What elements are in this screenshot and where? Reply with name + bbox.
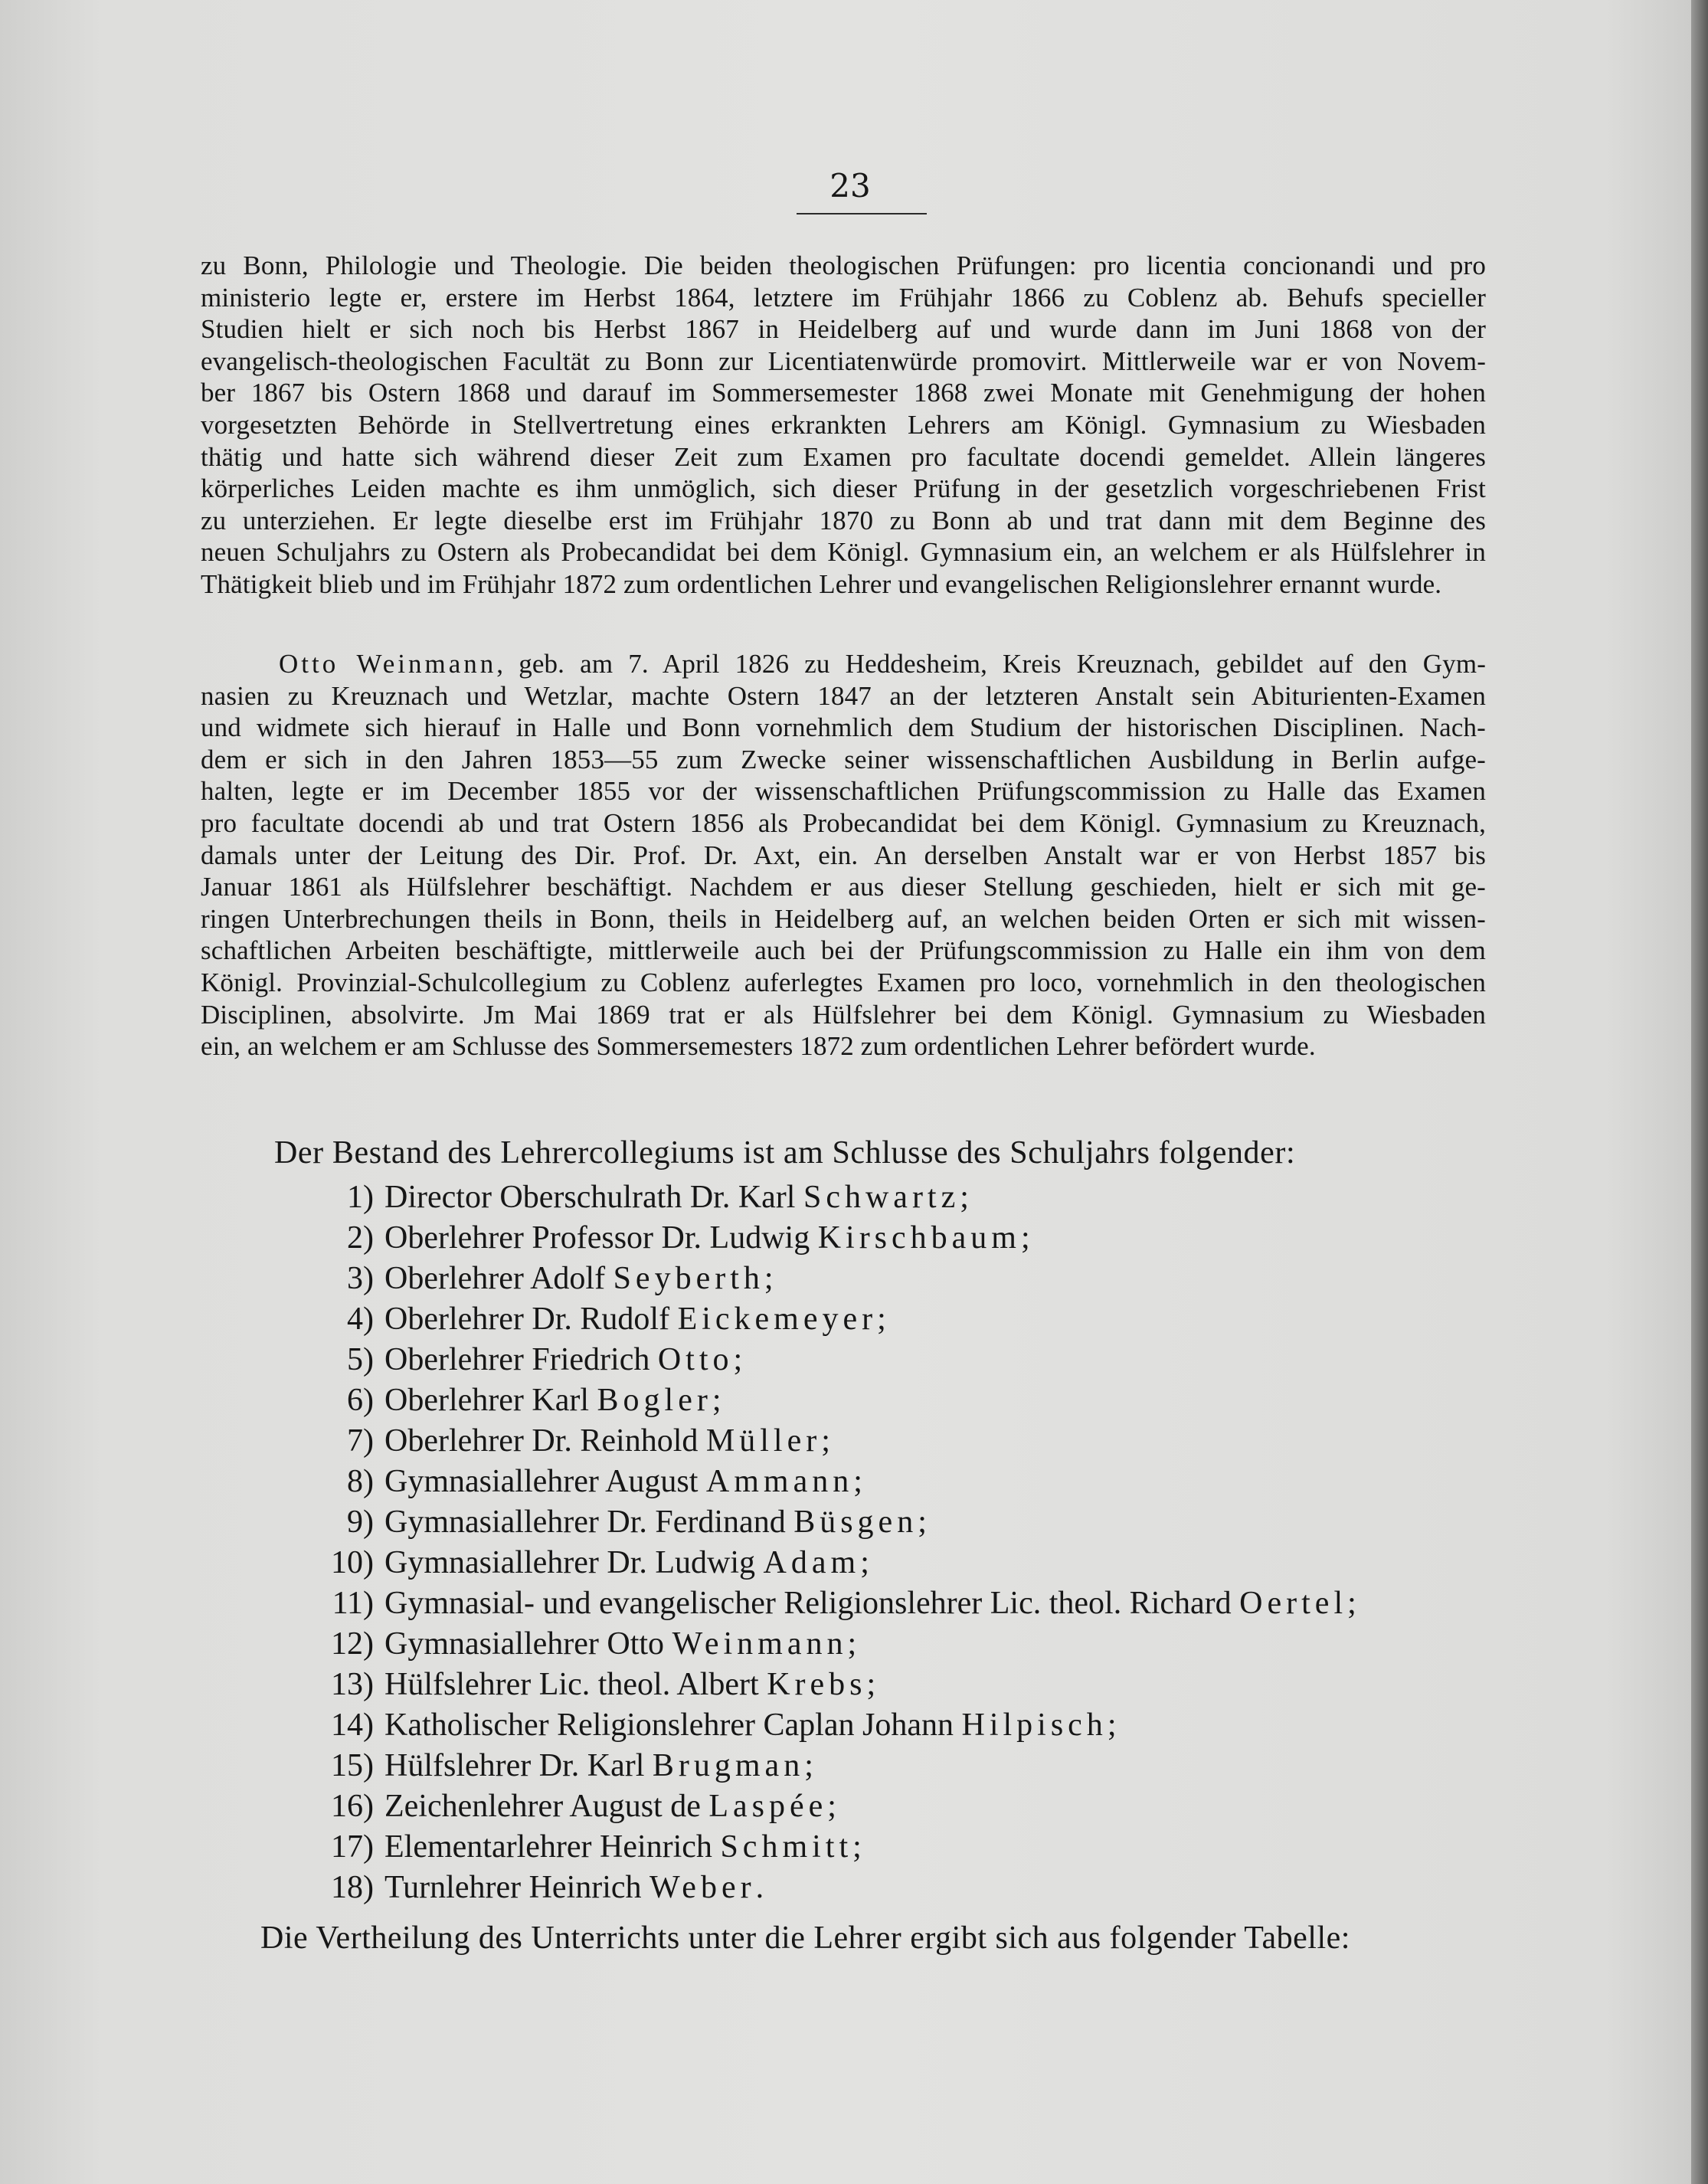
list-item-number: 6) xyxy=(347,1383,374,1418)
list-item-number: 9) xyxy=(347,1505,374,1540)
list-item-punctuation: ; xyxy=(866,1667,876,1702)
list-item-punctuation: ; xyxy=(764,1261,774,1296)
staff-list-item xyxy=(314,1746,1356,1786)
list-item-punctuation: ; xyxy=(804,1748,813,1783)
staff-surname: Hilpisch xyxy=(961,1708,1108,1743)
page-number-rule xyxy=(797,213,927,214)
list-item-punctuation: ; xyxy=(877,1302,886,1337)
paragraph-line: Königl. Provinzial-Schulcollegium zu Coblenz auferlegtes Examen pro loco, vornehmlich in den theologischen xyxy=(201,967,1486,997)
paragraph-line: ber 1867 bis Ostern 1868 und darauf im Sommersemester 1868 zwei Monate mit Genehmigung der hohen xyxy=(201,378,1486,408)
list-item-number: 15) xyxy=(331,1748,374,1783)
list-item-number: 17) xyxy=(331,1829,374,1865)
paragraph-line: damals unter der Leitung des Dir. Prof. Dr. Axt, ein. An derselben Anstalt war er von Herbst 1857 bis xyxy=(201,840,1486,870)
staff-title: Turnlehrer Heinrich xyxy=(384,1870,650,1905)
paragraph-line: ein, an welchem er am Schlusse des Sommersemesters 1872 zum ordentlichen Lehrer befördert wurde. xyxy=(201,1031,1316,1062)
list-item-punctuation: ; xyxy=(733,1342,743,1377)
paragraph-first-line-text: , geb. am 7. April 1826 zu Heddesheim, Kreis Kreuznach, gebildet auf den Gym- xyxy=(496,649,1486,679)
staff-list-item xyxy=(314,1502,1356,1543)
paragraph-line: thätig und hatte sich während dieser Zeit zum Examen pro facultate docendi gemeldet. Allein längeres xyxy=(201,441,1486,472)
staff-title: Oberlehrer Dr. Reinhold xyxy=(384,1423,706,1459)
staff-title: Hülfslehrer Lic. theol. Albert xyxy=(384,1667,767,1702)
staff-list-heading: Der Bestand des Lehrercollegiums ist am Schlusse des Schuljahrs folgender: xyxy=(274,1135,1296,1171)
page-number: 23 xyxy=(829,167,871,205)
list-item-number: 18) xyxy=(331,1870,374,1905)
staff-title: Gymnasial- und evangelischer Religionslehrer Lic. theol. Richard xyxy=(384,1586,1240,1621)
list-item-number: 3) xyxy=(347,1261,374,1296)
biography-paragraph-1 xyxy=(201,250,1486,601)
staff-surname: Schwartz xyxy=(803,1180,960,1215)
staff-title: Gymnasiallehrer Dr. Ferdinand xyxy=(384,1505,794,1540)
staff-surname: Weber xyxy=(649,1870,756,1905)
staff-title: Gymnasiallehrer Otto xyxy=(384,1626,672,1662)
list-item-number: 11) xyxy=(332,1586,374,1621)
staff-surname: Schmitt xyxy=(720,1829,853,1865)
list-item-punctuation: ; xyxy=(821,1423,830,1459)
paragraph-first-line xyxy=(201,648,1486,680)
staff-surname: Otto xyxy=(657,1342,734,1377)
list-item-punctuation: ; xyxy=(827,1789,836,1824)
paragraph-line: evangelisch-theologischen Facultät zu Bonn zur Licentiatenwürde promovirt. Mittlerweile war er von Novem- xyxy=(201,345,1486,376)
list-item-number: 10) xyxy=(331,1545,374,1580)
list-item-punctuation: ; xyxy=(1020,1220,1030,1256)
staff-list-item xyxy=(314,1380,1356,1421)
staff-title: Gymnasiallehrer Dr. Ludwig xyxy=(384,1545,764,1580)
staff-surname: Seyberth xyxy=(613,1261,764,1296)
list-item-punctuation: ; xyxy=(860,1545,869,1580)
person-name-spaced: Otto Weinmann xyxy=(279,649,497,679)
staff-list-item xyxy=(314,1786,1356,1827)
staff-title: Zeichenlehrer August de xyxy=(384,1789,709,1824)
staff-list-item xyxy=(314,1421,1356,1462)
staff-list-item xyxy=(314,1259,1356,1299)
staff-surname: Krebs xyxy=(767,1667,867,1702)
paragraph-line: zu Bonn, Philologie und Theologie. Die beiden theologischen Prüfungen: pro licentia concionandi und pro xyxy=(201,250,1486,280)
paragraph-line: zu unterziehen. Er legte dieselbe erst im Frühjahr 1870 zu Bonn ab und trat dann mit dem Beginne des xyxy=(201,505,1486,535)
paragraph-line: neuen Schuljahrs zu Ostern als Probecandidat bei dem Königl. Gymnasium ein, an welchem er als Hülfslehrer in xyxy=(201,537,1486,568)
list-item-number: 2) xyxy=(347,1220,374,1256)
list-item-punctuation: ; xyxy=(918,1505,927,1540)
staff-surname: Bogler xyxy=(597,1383,712,1418)
staff-list-item xyxy=(314,1868,1356,1908)
staff-title: Hülfslehrer Dr. Karl xyxy=(384,1748,653,1783)
list-item-number: 4) xyxy=(347,1302,374,1337)
list-item-number: 1) xyxy=(347,1180,374,1215)
list-item-number: 16) xyxy=(331,1789,374,1824)
paragraph-line: Studien hielt er sich noch bis Herbst 1867 in Heidelberg auf und wurde dann im Juni 1868 von der xyxy=(201,314,1486,345)
staff-surname: Laspée xyxy=(708,1789,828,1824)
biography-paragraph-weinmann xyxy=(201,648,1486,1063)
paragraph-line: Januar 1861 als Hülfslehrer beschäftigt. Nachdem er aus dieser Stellung geschieden, hielt er sich mit ge- xyxy=(201,872,1486,902)
staff-list-item xyxy=(314,1624,1356,1665)
list-item-punctuation: ; xyxy=(960,1180,969,1215)
staff-surname: Ammann xyxy=(705,1464,854,1499)
list-item-number: 5) xyxy=(347,1342,374,1377)
staff-title: Katholischer Religionslehrer Caplan Johann xyxy=(384,1708,962,1743)
staff-list-item xyxy=(314,1340,1356,1380)
staff-list-item xyxy=(314,1543,1356,1583)
staff-surname: Müller xyxy=(705,1423,822,1459)
staff-surname: Eickemeyer xyxy=(677,1302,878,1337)
paragraph-line: halten, legte er im December 1855 vor der wissenschaftlichen Prüfungscommission zu Halle das Examen xyxy=(201,776,1486,807)
staff-title: Director Oberschulrath Dr. Karl xyxy=(384,1180,803,1215)
staff-title: Oberlehrer Friedrich xyxy=(384,1342,658,1377)
paragraph-line: Thätigkeit blieb und im Frühjahr 1872 zum ordentlichen Lehrer und evangelischen Religionslehrer ernannt wurde. xyxy=(201,568,1442,599)
list-item-punctuation: ; xyxy=(852,1829,862,1865)
staff-surname: Weinmann xyxy=(672,1626,848,1662)
staff-list-item xyxy=(314,1665,1356,1705)
staff-list-item xyxy=(314,1462,1356,1502)
staff-list-item xyxy=(314,1583,1356,1624)
staff-list xyxy=(314,1177,1356,1908)
paragraph-line: pro facultate docendi ab und trat Ostern 1856 als Probecandidat bei dem Königl. Gymnasium zu Kreuznach, xyxy=(201,807,1486,838)
list-item-number: 8) xyxy=(347,1464,374,1499)
list-item-number: 7) xyxy=(347,1423,374,1459)
staff-title: Gymnasiallehrer August xyxy=(384,1464,706,1499)
staff-list-item xyxy=(314,1218,1356,1259)
staff-surname: Büsgen xyxy=(793,1505,918,1540)
staff-title: Elementarlehrer Heinrich xyxy=(384,1829,721,1865)
paragraph-line: dem er sich in den Jahren 1853—55 zum Zwecke seiner wissenschaftlichen Ausbildung in Berlin aufge- xyxy=(201,744,1486,774)
page-gutter-shadow xyxy=(1691,0,1708,2184)
list-item-punctuation: ; xyxy=(1107,1708,1117,1743)
staff-title: Oberlehrer Karl xyxy=(384,1383,597,1418)
staff-surname: Kirschbaum xyxy=(817,1220,1021,1256)
staff-surname: Oertel xyxy=(1239,1586,1348,1621)
paragraph-line: nasien zu Kreuznach und Wetzlar, machte Ostern 1847 an der letzteren Anstalt sein Abiturienten-Examen xyxy=(201,680,1486,711)
closing-sentence: Die Vertheilung des Unterrichts unter die Lehrer ergibt sich aus folgender Tabelle: xyxy=(260,1920,1350,1956)
paragraph-line: körperliches Leiden machte es ihm unmöglich, sich dieser Prüfung in der gesetzlich vorgeschriebenen Frist xyxy=(201,473,1486,504)
paragraph-line: und widmete sich hierauf in Halle und Bonn vornehmlich dem Studium der historischen Disciplinen. Nach- xyxy=(201,712,1486,743)
paragraph-line: ringen Unterbrechungen theils in Bonn, theils in Heidelberg auf, an welchen beiden Orten er sich mit wissen- xyxy=(201,903,1486,934)
paragraph-line: schaftlichen Arbeiten beschäftigte, mittlerweile auch bei der Prüfungscommission zu Halle ein ihm von dem xyxy=(201,935,1486,966)
list-item-punctuation: . xyxy=(755,1870,764,1905)
staff-surname: Brugman xyxy=(652,1748,805,1783)
list-item-number: 12) xyxy=(331,1626,374,1662)
staff-title: Oberlehrer Adolf xyxy=(384,1261,614,1296)
staff-list-item xyxy=(314,1827,1356,1868)
paragraph-line: Disciplinen, absolvirte. Jm Mai 1869 trat er als Hülfslehrer bei dem Königl. Gymnasium zu Wiesbaden xyxy=(201,999,1486,1030)
list-item-punctuation: ; xyxy=(1347,1586,1356,1621)
staff-surname: Adam xyxy=(763,1545,861,1580)
paragraph-line: ministerio legte er, erstere im Herbst 1864, letztere im Frühjahr 1866 zu Coblenz ab. Behufs specieller xyxy=(201,282,1486,313)
staff-title: Oberlehrer Dr. Rudolf xyxy=(384,1302,678,1337)
list-item-punctuation: ; xyxy=(853,1464,862,1499)
list-item-punctuation: ; xyxy=(712,1383,721,1418)
list-item-number: 14) xyxy=(331,1708,374,1743)
list-item-punctuation: ; xyxy=(847,1626,857,1662)
list-item-number: 13) xyxy=(331,1667,374,1702)
paragraph-line: vorgesetzten Behörde in Stellvertretung eines erkrankten Lehrers am Königl. Gymnasium zu Wiesbaden xyxy=(201,409,1486,440)
staff-list-item xyxy=(314,1705,1356,1746)
staff-list-item xyxy=(314,1299,1356,1340)
staff-list-item xyxy=(314,1177,1356,1218)
staff-title: Oberlehrer Professor Dr. Ludwig xyxy=(384,1220,818,1256)
